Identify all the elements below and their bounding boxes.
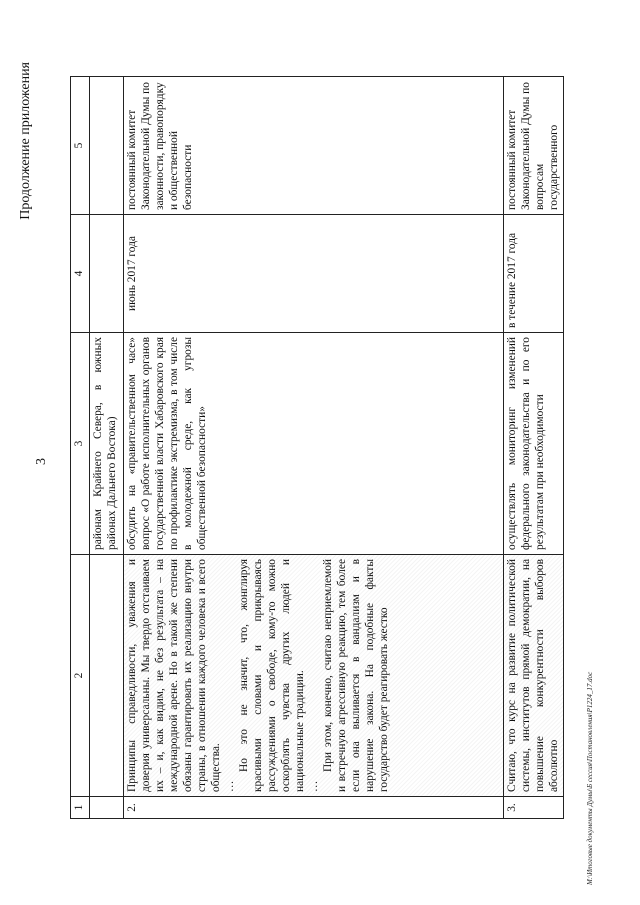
address-paragraph: Принципы справедливости, уважения и доверия универсальны. Мы твердо отстаиваем их – и, как видим, не без результата – на международной арене. Но в такой же степени обязаны гарантировать их реализацию внутри страны, в отношении каждого человека и всего общества. [126, 559, 222, 792]
measure-cell: районам Крайнего Севера, в южных районах Дальнего Востока) [90, 333, 124, 555]
column-number: 5 [71, 77, 90, 215]
row-number: 2. [124, 797, 504, 819]
address-ellipsis: … [224, 780, 236, 792]
file-path-footer: M:\Итоговые документы Думы\Б сессия\Постановления\P1224_17.doc [586, 671, 594, 885]
column-number: 4 [71, 215, 90, 333]
address-paragraph: Считаю, что курс на развитие политической системы, институтов прямой демократии, на повышение конкурентности выборов абсолютно [506, 559, 560, 792]
table-row [124, 77, 504, 819]
column-number: 1 [71, 797, 90, 819]
appendix-continuation-title: Продолжение приложения [18, 62, 33, 220]
address-cell [504, 555, 564, 797]
page-number: 3 [34, 458, 49, 465]
responsible-cell: постоянный комитет Законодательной Думы по вопросам государственного [504, 77, 564, 215]
term-cell [90, 215, 124, 333]
resolution-table [70, 76, 564, 819]
table-row [504, 77, 564, 819]
responsible-cell [90, 77, 124, 215]
address-ellipsis: … [308, 780, 320, 792]
column-number: 2 [71, 555, 90, 797]
column-number-row [71, 77, 90, 819]
column-number: 3 [71, 333, 90, 555]
term-cell: в течение 2017 года [504, 215, 564, 333]
measure-cell: осуществлять мониторинг изменений федерального законодательства и по его результатам при необходимости [504, 333, 564, 555]
term-cell: июнь 2017 года [124, 215, 504, 333]
row-number: 3. [504, 797, 564, 819]
row-number [90, 797, 124, 819]
address-paragraph: При этом, конечно, считаю неприемлемой и встречную агрессивную реакцию, тем более если она выливается в вандализм и в нарушение закона. На подобные факты государство будет реагировать жестко [322, 559, 390, 792]
address-paragraph: Но это не значит, что, жонглируя красивыми словами и прикрываясь рассуждениями о свободе, кому-то можно оскорблять чувства других людей и национальные традиции. [238, 559, 306, 792]
table-row [90, 77, 124, 819]
measure-cell: обсудить на «правительственном часе» вопрос «О работе исполнительных органов государственной власти Хабаровского края по профилактике экстремизма, в том числе в молодежной среде, как угрозы общественной безопасности» [124, 333, 504, 555]
address-cell [90, 555, 124, 797]
responsible-cell: постоянный комитет Законодательной Думы по законности, правопорядку и общественной безопасности [124, 77, 504, 215]
address-cell [124, 555, 504, 797]
